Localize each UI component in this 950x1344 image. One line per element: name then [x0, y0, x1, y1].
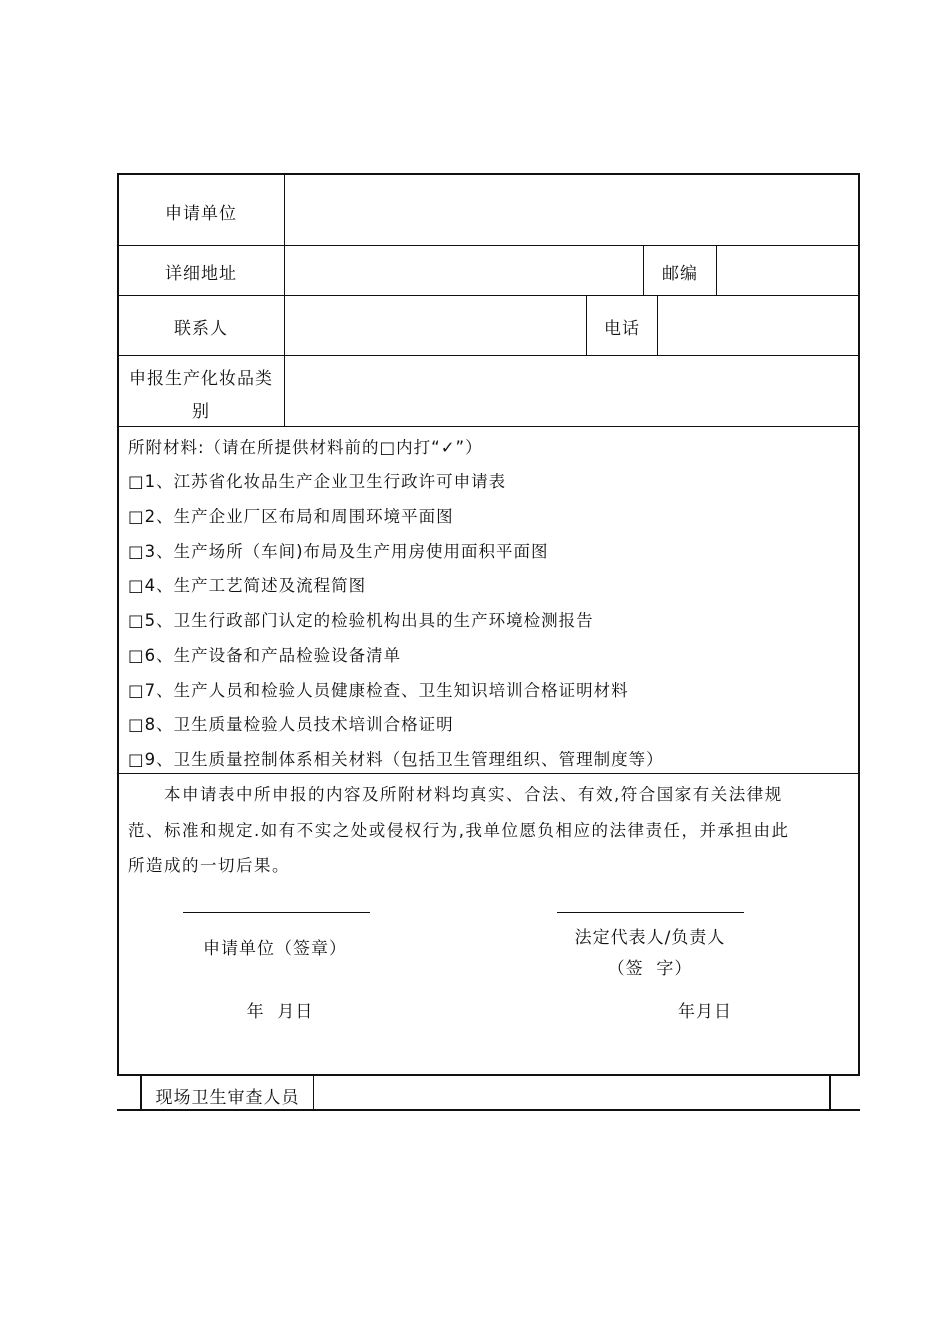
- column-divider: [657, 295, 658, 355]
- contact-label: 联系人: [174, 319, 228, 339]
- inspector-right-border: [829, 1075, 831, 1111]
- applicant-date-label: 年 月日: [246, 1002, 314, 1022]
- row-divider: [118, 426, 859, 427]
- postcode-field[interactable]: [718, 246, 858, 294]
- applicant-signature-line[interactable]: [183, 912, 370, 913]
- applicant-seal-label: 申请单位（签章）: [203, 939, 347, 959]
- inspector-divider: [313, 1075, 314, 1111]
- applicant-field[interactable]: [286, 175, 858, 244]
- material-item-5[interactable]: □5、卫生行政部门认定的检验机构出具的生产环境检测报告: [128, 611, 594, 630]
- representative-sign-label: （签 字）: [607, 959, 693, 979]
- material-item-1[interactable]: □1、江苏省化妆品生产企业卫生行政许可申请表: [128, 472, 507, 491]
- address-label: 详细地址: [165, 264, 237, 284]
- representative-date-label: 年月日: [678, 1002, 732, 1022]
- material-item-7[interactable]: □7、生产人员和检验人员健康检查、卫生知识培训合格证明材料: [128, 681, 629, 700]
- material-item-6[interactable]: □6、生产设备和产品检验设备清单: [128, 646, 402, 665]
- representative-signature-line[interactable]: [557, 912, 744, 913]
- material-item-4[interactable]: □4、生产工艺简述及流程简图: [128, 576, 367, 595]
- material-item-2[interactable]: □2、生产企业厂区布局和周围环境平面图: [128, 507, 454, 526]
- declaration-line-2: 范、标准和规定.如有不实之处或侵权行为,我单位愿负相应的法律责任，并承担由此: [128, 821, 790, 840]
- category-label-line2: 别: [192, 402, 210, 422]
- category-field[interactable]: [286, 356, 858, 425]
- material-item-9[interactable]: □9、卫生质量控制体系相关材料（包括卫生管理组织、管理制度等）: [128, 750, 664, 769]
- category-label-line1: 申报生产化妆品类: [129, 369, 273, 389]
- column-divider: [716, 245, 717, 295]
- phone-label: 电话: [604, 319, 640, 339]
- material-item-3[interactable]: □3、生产场所（车间)布局及生产用房使用面积平面图: [128, 542, 549, 561]
- inspector-label: 现场卫生审查人员: [155, 1088, 300, 1108]
- postcode-label: 邮编: [662, 264, 698, 284]
- phone-field[interactable]: [659, 296, 858, 354]
- inspector-field[interactable]: [315, 1077, 828, 1108]
- contact-field[interactable]: [286, 296, 585, 354]
- row-divider: [118, 773, 859, 774]
- applicant-label: 申请单位: [165, 204, 237, 224]
- material-item-8[interactable]: □8、卫生质量检验人员技术培训合格证明: [128, 715, 454, 734]
- table-left-border: [117, 173, 119, 1076]
- table-right-border: [858, 173, 860, 1076]
- address-field[interactable]: [286, 246, 642, 294]
- inspector-bottom-border: [117, 1109, 860, 1111]
- declaration-line-3: 所造成的一切后果。: [128, 856, 290, 875]
- column-divider: [284, 174, 285, 426]
- materials-header: 所附材料:（请在所提供材料前的□内打“✓”）: [128, 438, 483, 457]
- table-bottom-border: [117, 1074, 860, 1076]
- declaration-line-1: 本申请表中所申报的内容及所附材料均真实、合法、有效,符合国家有关法律规: [164, 785, 783, 804]
- representative-label: 法定代表人/负责人: [574, 928, 726, 948]
